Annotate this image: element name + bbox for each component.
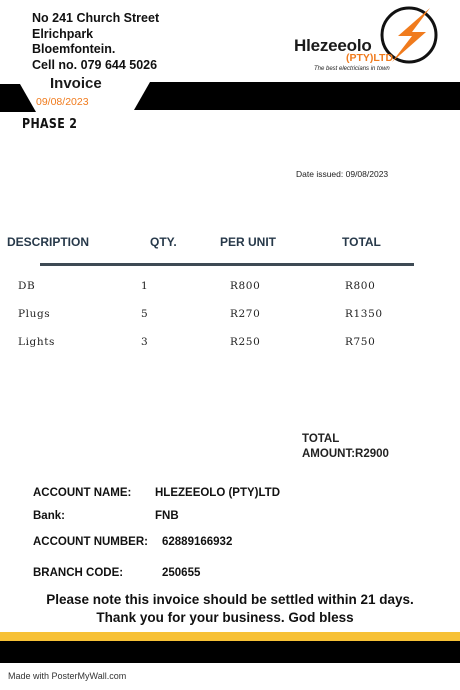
company-logo (288, 2, 446, 78)
bank-label: Bank: (33, 510, 65, 522)
invoice-date: 09/08/2023 (36, 96, 89, 108)
footer-yellow-stripe (0, 632, 460, 641)
branch-code-label: BRANCH CODE: (33, 567, 124, 579)
header-total: TOTAL (342, 235, 381, 249)
branch-code-value: 250655 (162, 567, 201, 579)
account-number-value: 62889166932 (162, 536, 233, 548)
logo-name: Hlezeeolo (294, 36, 372, 55)
cell-unit-price: R800 (230, 280, 261, 292)
cell-total: R800 (345, 280, 376, 292)
cell-description: Lights (18, 336, 56, 348)
thank-you-note: Thank you for your business. God bless (96, 610, 354, 625)
date-issued: Date issued: 09/08/2023 (296, 169, 389, 179)
header-qty: QTY. (150, 235, 177, 249)
cell-description: DB (18, 280, 36, 292)
cell-unit-price: R250 (230, 336, 261, 348)
bank-value: FNB (155, 510, 179, 522)
account-name-value: HLEZEEOLO (PTY)LTD (155, 487, 281, 499)
account-name-label: ACCOUNT NAME: (33, 487, 132, 499)
cell-description: Plugs (18, 308, 51, 320)
footer-black-stripe (0, 641, 460, 663)
cell-unit-price: R270 (230, 308, 261, 320)
total-amount (302, 432, 389, 462)
company-address (32, 11, 159, 73)
logo-tagline: The best electricians in town (314, 66, 390, 72)
postermywall-credit: Made with PosterMyWall.com (8, 671, 127, 681)
cell-qty: 1 (141, 280, 149, 292)
account-number-label: ACCOUNT NUMBER: (33, 536, 148, 548)
invoice-title: Invoice (50, 75, 102, 92)
header-per-unit: PER UNIT (220, 235, 277, 249)
settlement-note: Please note this invoice should be settled within 21 days. (46, 592, 414, 607)
address-line: No 241 Church Street (32, 11, 160, 25)
phase-label: PHASE 2 (22, 117, 78, 132)
address-line: Cell no. 079 644 5026 (32, 57, 158, 72)
cell-qty: 3 (141, 336, 149, 348)
total-label: TOTAL (302, 433, 340, 445)
cell-total: R1350 (345, 308, 383, 320)
address-line: Elrichpark (32, 26, 94, 41)
header-description: DESCRIPTION (7, 235, 90, 249)
cell-qty: 5 (141, 308, 149, 320)
address-line: Bloemfontein. (32, 42, 116, 56)
header-divider (40, 263, 414, 266)
logo-pty: (PTY)LTD (346, 52, 394, 64)
total-value: AMOUNT:R2900 (302, 448, 389, 460)
cell-total: R750 (345, 336, 376, 348)
